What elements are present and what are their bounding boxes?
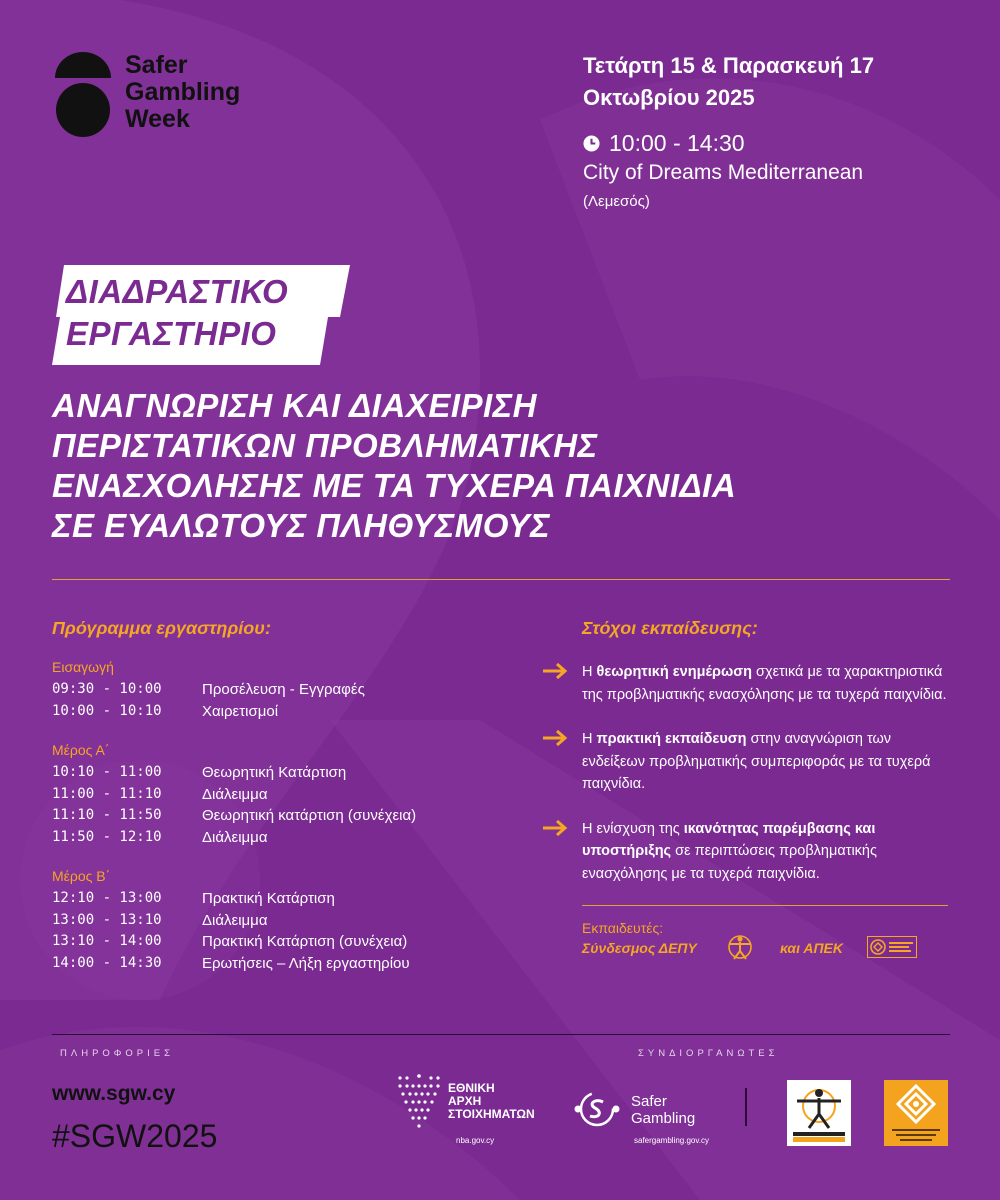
depy-banner-icon [793,1132,845,1142]
nba-line-3: ΣΤΟΙΧΗΜΑΤΩΝ [448,1107,535,1121]
arrow-right-icon [542,820,568,836]
goal-text-bold: θεωρητική ενημέρωση [596,664,752,680]
info-label: ΠΛΗΡΟΦΟΡΙΕΣ [60,1048,174,1059]
goal-text-pre: Η [582,731,597,747]
schedule-row [52,888,522,910]
nba-line-1: ΕΘΝΙΚΗ [448,1081,495,1095]
schedule-row [52,953,522,975]
goal-text-pre: Η [582,664,597,680]
schedule-row [52,827,522,849]
safer-gambling-logo [573,1088,709,1145]
goal-text-bold: πρακτική εκπαίδευση [596,731,747,747]
event-date-line-2: Οκτωβρίου 2025 [583,85,755,110]
goal-text-post: στην αναγνώριση των ενδείξεων προβληματικής συμπεριφοράς με τα τυχερά παιχνίδια. [582,731,931,792]
schedule-activity: Θεωρητική κατάρτιση (συνέχεια) [202,807,417,824]
goals-section [542,618,948,965]
trainer-org-1: Σύνδεσμος ΔΕΠΥ [582,940,697,956]
apek-logo [884,1080,948,1146]
logo-separator [745,1088,747,1126]
event-time: 10:00 - 14:30 [609,130,745,156]
nba-dots-icon [396,1074,442,1130]
nba-logo [396,1074,535,1145]
goals-title: Στόχοι εκπαίδευσης: [582,618,758,638]
schedule-time: 12:10 - 13:00 [52,890,162,906]
sg-line-2: Gambling [631,1110,696,1127]
schedule-activity: Διάλειμμα [202,785,268,803]
program-group-title: Μέρος Α΄ [52,742,110,758]
schedule-activity: Χαιρετισμοί [202,702,279,720]
event-date-line-1: Τετάρτη 15 & Παρασκευή 17 [583,53,875,78]
badge-line-2: ΕΡΓΑΣΤΗΡΙΟ [66,315,277,352]
hashtag: #SGW2025 [52,1118,218,1154]
schedule-time: 10:00 - 10:10 [52,702,162,719]
event-info [583,50,983,210]
schedule-activity: Θεωρητική Κατάρτιση [202,764,347,781]
co-organizers-label: ΣΥΝΔΙΟΡΓΑΝΩΤΕΣ [638,1048,779,1059]
schedule-row [52,805,522,827]
safer-gambling-week-logo [55,52,240,138]
trainers [582,920,948,965]
apek-caption-icon [892,1128,940,1142]
depy-logo-icon [725,932,755,962]
apek-logo-icon [867,936,917,958]
schedule-activity: Διάλειμμα [202,828,268,846]
schedule-time: 11:50 - 12:10 [52,828,162,845]
goal-text-post: σχετικά με τα χαρακτηριστικά της προβληματικής ενασχόλησης με τα τυχερά παιχνίδια. [582,664,947,703]
sg-url: safergambling.gov.cy [634,1136,709,1145]
schedule-time: 11:10 - 11:50 [52,807,162,823]
arrow-right-icon [542,730,568,746]
nba-url: nba.gov.cy [456,1136,495,1145]
schedule-time: 14:00 - 14:30 [52,954,162,971]
depy-figure-icon [787,1080,851,1136]
schedule-row [52,784,522,806]
event-city: (Λεμεσός) [583,193,650,210]
goal-text-pre: Η ενίσχυση της [582,820,684,837]
schedule-time: 10:10 - 11:00 [52,764,162,780]
footer-divider [52,1034,950,1035]
logo-line-2: Gambling [125,78,241,106]
program-title: Πρόγραμμα εργαστηρίου: [52,618,271,638]
schedule-row [52,762,522,784]
trainers-label: Εκπαιδευτές: [582,920,664,936]
schedule-time: 09:30 - 10:00 [52,681,162,697]
safer-gambling-icon [573,1088,621,1130]
apek-emblem-icon [884,1080,948,1124]
workshop-badge [52,265,350,365]
goals-divider [582,905,948,906]
schedule-row [52,701,522,723]
headline-line-3: ΕΝΑΣΧΟΛΗΣΗΣ ΜΕ ΤΑ ΤΥΧΕΡΑ ΠΑΙΧΝΙΔΙΑ [52,467,737,504]
logo-mark-icon [55,52,111,138]
sg-line-1: Safer [631,1093,667,1110]
schedule-activity: Ερωτήσεις – Λήξη εργαστηρίου [202,954,410,972]
clock-icon [583,135,600,152]
schedule-row [52,910,522,932]
headline [52,386,952,546]
logo-line-3: Week [125,105,190,133]
headline-line-1: ΑΝΑΓΝΩΡΙΣΗ ΚΑΙ ΔΙΑΧΕΙΡΙΣΗ [52,387,537,424]
website-link[interactable]: www.sgw.cy [52,1082,176,1105]
schedule-time: 11:00 - 11:10 [52,785,162,802]
event-venue: City of Dreams Mediterranean [583,161,864,184]
goal-text-bold: ικανότητας παρέμβασης και υποστήριξης [582,820,876,859]
schedule-activity: Πρακτική Κατάρτιση [202,890,335,907]
depy-logo [787,1080,851,1146]
logo-line-1: Safer [125,51,188,79]
section-divider [52,579,950,580]
schedule-time: 13:10 - 14:00 [52,933,162,949]
program-group-title: Μέρος Β΄ [52,868,111,884]
goal-item [542,818,948,886]
headline-line-2: ΠΕΡΙΣΤΑΤΙΚΩΝ ΠΡΟΒΛΗΜΑΤΙΚΗΣ [52,427,598,464]
arrow-right-icon [542,663,568,679]
schedule-time: 13:00 - 13:10 [52,911,162,928]
schedule-activity: Διάλειμμα [202,911,268,929]
goal-item [542,728,948,796]
nba-line-2: ΑΡΧΗ [448,1094,482,1108]
goal-item [542,661,948,706]
schedule-row [52,931,522,953]
schedule-activity: Προσέλευση - Εγγραφές [202,681,365,698]
schedule-activity: Πρακτική Κατάρτιση (συνέχεια) [202,933,408,950]
goal-text-post: σε περιπτώσεις προβληματικής ενασχόλησης με τα τυχερά παιχνίδια. [582,843,877,882]
program-section [52,618,522,974]
program-group-title: Εισαγωγή [52,659,114,675]
trainer-org-2: και ΑΠΕΚ [780,940,843,956]
headline-line-4: ΣΕ ΕΥΑΛΩΤΟΥΣ ΠΛΗΘΥΣΜΟΥΣ [52,507,551,544]
badge-line-1: ΔΙΑΔΡΑΣΤΙΚΟ [66,273,289,310]
schedule-row [52,679,522,701]
